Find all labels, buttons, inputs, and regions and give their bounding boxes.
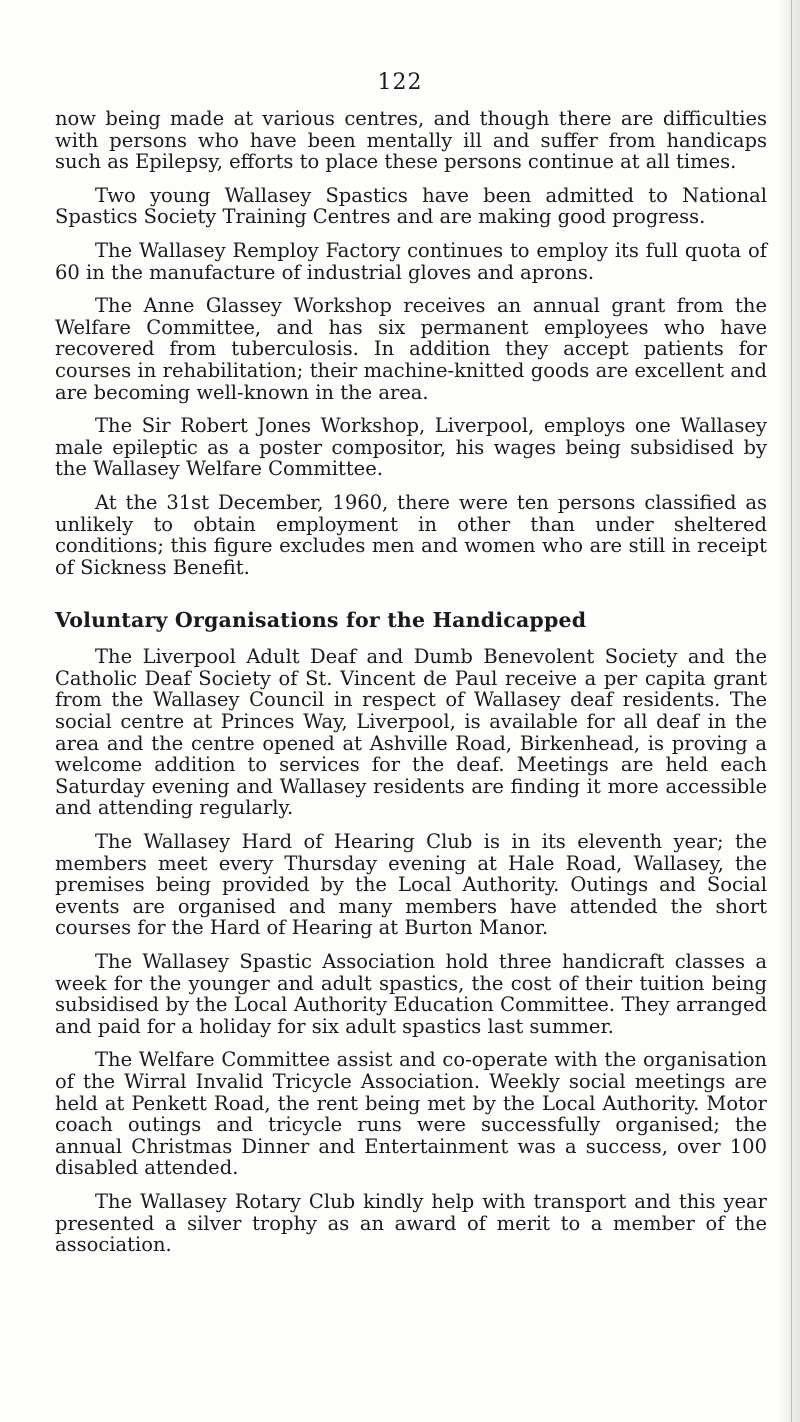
paragraph-spastics: Two young Wallasey Spastics have been admitted to National Spastics Society Training Centres and are making good progress. (55, 183, 767, 229)
section-heading: Voluntary Organisations for the Handicapped (55, 608, 587, 633)
paragraph-sir-robert-jones: The Sir Robert Jones Workshop, Liverpool, employs one Wallasey male epileptic as a poster compositor, his wages being subsidised by the Wallasey Welfare Committee. (55, 414, 767, 481)
paragraph-unemployable-count: At the 31st December, 1960, there were ten persons classified as unlikely to obtain employment in other than under sheltered conditions; this figure excludes men and women who are still in receipt of Sickness Benefit. (55, 490, 767, 579)
page-edge-shadow (778, 0, 800, 1422)
paragraph-spastic-association: The Wallasey Spastic Association hold three handicraft classes a week for the younger and adult spastics, the cost of their tuition being subsidised by the Local Authority Education Committee. They arranged and paid for a holiday for six adult spastics last summer. (55, 950, 767, 1038)
paragraph-anne-glassey: The Anne Glassey Workshop receives an annual grant from the Welfare Committee, and has six permanent employees who have recovered from tuberculosis. In addition they accept patients for courses in rehabilitation; their machine-knitted goods are excellent and are becoming well-known in the area. (55, 294, 767, 404)
paragraph-remploy: The Wallasey Remploy Factory continues to employ its full quota of 60 in the manufacture of industrial gloves and aprons. (55, 238, 767, 284)
paragraph-hard-of-hearing: The Wallasey Hard of Hearing Club is in its eleventh year; the members meet every Thursday evening at Hale Road, Wallasey, the premises being provided by the Local Authority. Outings and Social events are organised and many members have attended the short courses for the Hard of Hearing at Burton Manor. (55, 830, 767, 940)
page-number: 122 (377, 70, 423, 95)
paragraph-continuation: now being made at various centres, and though there are difficulties with persons who have been mentally ill and suffer from handicaps such as Epilepsy, efforts to place these persons continue at all times. (55, 107, 767, 174)
page-edge-line (791, 0, 792, 1422)
paragraph-tricycle-association: The Welfare Committee assist and co-operate with the organisation of the Wirral Invalid Tricycle Association. Weekly social meetings are held at Penkett Road, the rent being met by the Local Authority. Motor coach outings and tricycle runs were successfully organised; the annual Christmas Dinner and Entertainment was a success, over 100 disabled attended. (55, 1048, 767, 1180)
page-body (55, 108, 767, 1268)
paragraph-rotary-club: The Wallasey Rotary Club kindly help with transport and this year presented a silver trophy as an award of merit to a member of the association. (55, 1189, 767, 1257)
paragraph-deaf-societies: The Liverpool Adult Deaf and Dumb Benevolent Society and the Catholic Deaf Society of St. Vincent de Paul receive a per capita grant from the Wallasey Council in respect of Wallasey deaf residents. The social centre at Princes Way, Liverpool, is available for all deaf in the area and the centre opened at Ashville Road, Birkenhead, is proving a welcome addition to services for the deaf. Meetings are held each Saturday evening and Wallasey residents are finding it more accessible and attending regularly. (55, 645, 767, 820)
